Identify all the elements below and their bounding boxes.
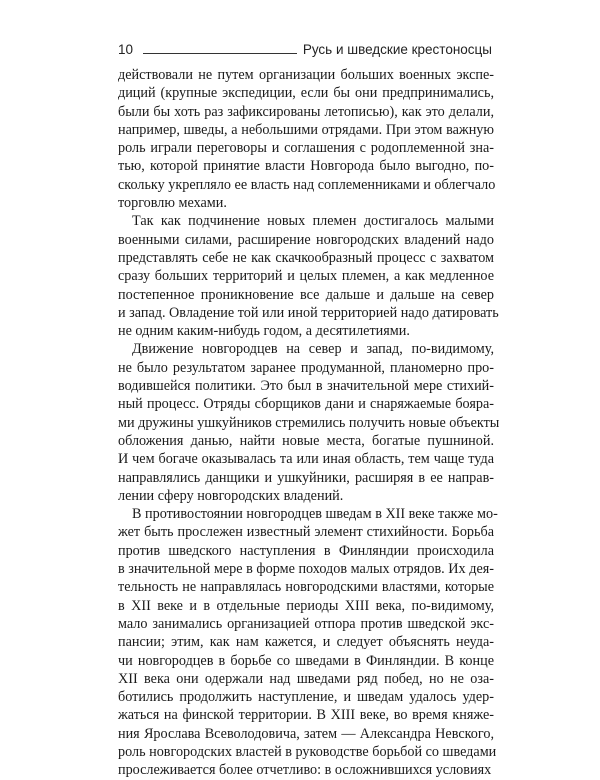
text-line: не одним каким-нибудь годом, а десятилетиями.: [118, 323, 410, 340]
text-line: прослеживается более отчетливо: в осложнившихся условиях: [118, 762, 492, 779]
text-line: обложения данью, найти новые места, богатые пушниной.: [118, 432, 494, 449]
text-line: сразу больших территорий и целых племен, а как медленное: [118, 268, 494, 285]
text-line: в значительной мере в форме походов малых отрядов. Их дея-: [118, 561, 494, 578]
text-line: скольку укрепляло ее власть над соплеменниками и облегчало: [118, 176, 496, 193]
text-line: ный процесс. Отряды сборщиков дани и снаряжаемые бояра-: [118, 396, 494, 413]
header-rule: [143, 52, 297, 54]
paragraph: [118, 340, 500, 505]
text-line: жет быть прослежен известный элемент стихийности. Борьба: [118, 524, 494, 541]
text-line: диций (крупные экспедиции, если бы они предпринимались,: [118, 85, 494, 102]
text-line: В противостоянии новгородцев шведам в XII веке также мо-: [132, 506, 498, 523]
text-line: против шведского наступления в Финляндии происходила: [118, 542, 494, 559]
text-line: роль играли переговоры и соглашения с родоплеменной зна-: [118, 140, 494, 157]
text-line: XII века они одержали над шведами ряд побед, но не оза-: [118, 670, 494, 687]
text-line: ботились продолжить наступление, и шведам удалось удер-: [118, 689, 494, 706]
text-line: тельность не направлялась новгородскими властями, которые: [118, 579, 494, 596]
running-title: Русь и шведские крестоносцы: [302, 42, 492, 57]
text-line: ния Ярослава Всеволодовича, затем — Александра Невского,: [118, 725, 494, 742]
paragraph: [118, 212, 499, 340]
text-line: тью, которой принятие власти Новгорода было выгодно, по-: [118, 158, 494, 175]
text-line: Движение новгородцев на север и запад, по-видимому,: [132, 341, 494, 358]
paragraph: [118, 66, 494, 212]
text-line: и запад. Овладение той или иной территорией надо датировать: [118, 304, 499, 321]
running-head: [118, 36, 492, 58]
text-line: мало занимались организацией отпора против шведской экс-: [118, 615, 494, 632]
text-line: представлять себе не как скачкообразный процесс с захватом: [118, 249, 494, 266]
text-line: жаться на финской территории. В XIII веке, во время княже-: [118, 707, 494, 724]
text-line: ми дружины ушкуйников стремились получить новые объекты: [118, 414, 500, 431]
text-line: Так как подчинение новых племен достигалось малыми: [132, 213, 494, 230]
text-line: пансии; этим, как нам кажется, и следует объяснять неуда-: [118, 634, 494, 651]
text-line: торговлю мехами.: [118, 195, 227, 212]
text-line: не было результатом заранее продуманной, планомерно про-: [118, 359, 494, 376]
text-line: действовали не путем организации больших военных экспе-: [118, 67, 494, 83]
text-line: например, шведы, а небольшими отрядами. При этом важную: [118, 121, 494, 138]
text-line: постепенное проникновение все дальше и дальше на север: [118, 286, 494, 303]
text-line: чи новгородцев в борьбе со шведами в Финляндии. В конце: [118, 652, 494, 669]
text-line: И чем богаче оказывалась та или иная область, тем чаще туда: [118, 451, 494, 468]
text-line: роль новгородских властей в руководстве борьбой со шведами: [118, 743, 497, 760]
body-text: [118, 66, 500, 780]
text-line: военными силами, расширение новгородских владений надо: [118, 231, 494, 248]
text-line: лении сферу новгородских владений.: [118, 487, 344, 504]
text-line: были бы хоть раз зафиксированы летописью), как это делали,: [118, 103, 494, 120]
page-number: 10: [118, 42, 134, 57]
text-line: в XII веке и в отдельные периоды XIII века, по-видимому,: [118, 597, 494, 614]
paragraph: [118, 505, 498, 779]
text-line: водившейся политики. Это был в значительной мере стихий-: [118, 378, 494, 395]
text-line: направлялись данщики и ушкуйники, расширяя в ее направ-: [118, 469, 494, 486]
